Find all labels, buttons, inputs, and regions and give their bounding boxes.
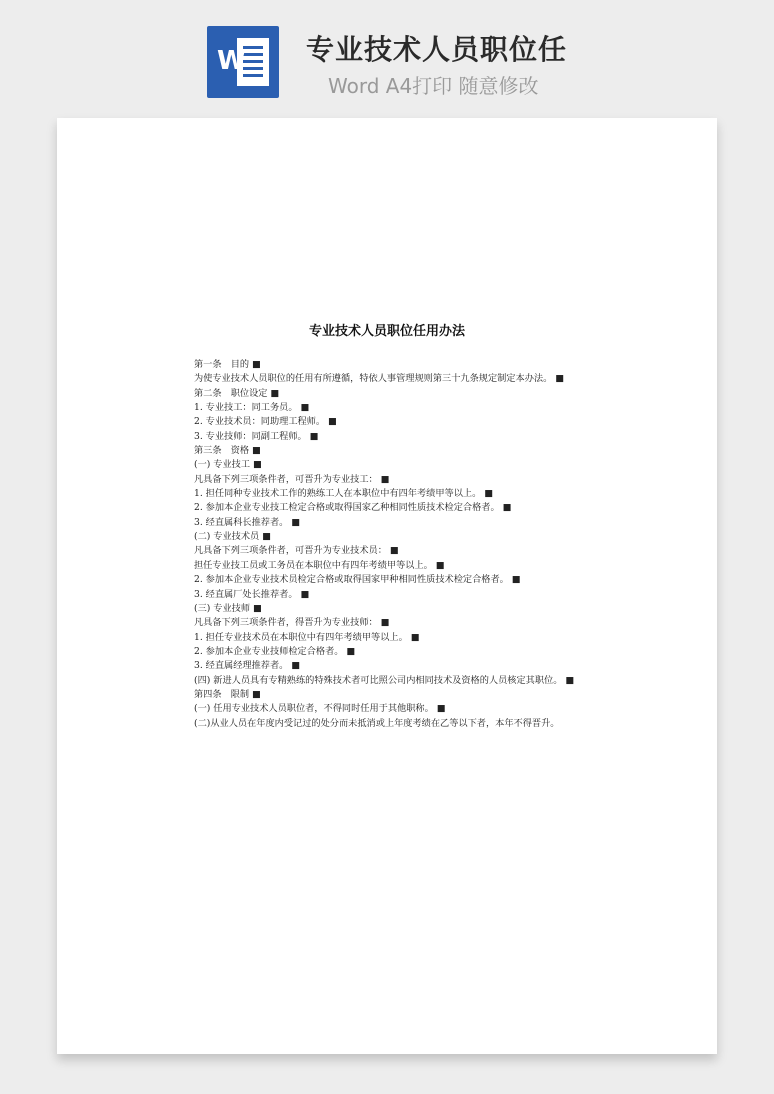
paragraph: 第四条 限制 ■ [194, 688, 261, 700]
paragraph: (三) 专业技师 ■ [194, 602, 262, 614]
paragraph: 2. 参加本企业专业技工检定合格或取得国家乙种相同性质技术检定合格者。 ■ [194, 502, 512, 514]
icon-line [243, 67, 263, 70]
word-app-icon [207, 26, 279, 98]
paragraph: (四) 新进人员具有专精熟练的特殊技术者可比照公司内相同技术及资格的人员核定其职位。 ■ [194, 674, 575, 686]
icon-line [243, 53, 263, 56]
paragraph: 3. 经直属厂处长推荐者。 ■ [194, 588, 310, 600]
icon-line [243, 46, 263, 49]
paragraph: 3. 专业技师：同副工程师。 ■ [194, 430, 319, 442]
icon-line [243, 74, 263, 77]
paragraph: 2. 专业技术员：同助理工程师。 ■ [194, 416, 337, 428]
paragraph: (二)从业人员在年度内受记过的处分而未抵消或上年度考绩在乙等以下者，本年不得晋升。 [194, 717, 560, 729]
paragraph: 担任专业技工员或工务员在本职位中有四年考绩甲等以上。 ■ [194, 559, 445, 571]
paragraph: 3. 经直属经理推荐者。 ■ [194, 660, 300, 672]
paragraph: 2. 参加本企业专业技术员检定合格或取得国家甲种相同性质技术检定合格者。 ■ [194, 574, 521, 586]
document-body [170, 358, 606, 731]
document-page [57, 118, 717, 1054]
paragraph: 为使专业技术人员职位的任用有所遵循，特依人事管理规则第三十九条规定制定本办法。 ■ [194, 373, 564, 385]
header-banner [0, 0, 774, 110]
paragraph: 第三条 资格 ■ [194, 445, 261, 457]
paragraph: (一) 任用专业技术人员职位者，不得同时任用于其他职称。 ■ [194, 703, 446, 715]
paragraph: 凡具备下列三项条件者，可晋升为专业技术员： ■ [194, 545, 399, 557]
paragraph: 1. 专业技工：同工务员。 ■ [194, 402, 310, 414]
paragraph: (一) 专业技工 ■ [194, 459, 262, 471]
page-title: 专业技术人员职位任 [306, 33, 568, 66]
paragraph: 凡具备下列三项条件者，得晋升为专业技师： ■ [194, 617, 390, 629]
paragraph: 1. 担任专业技术员在本职位中有四年考绩甲等以上。 ■ [194, 631, 420, 643]
logo-letter: W [217, 46, 246, 76]
paragraph: (二) 专业技术员 ■ [194, 531, 271, 543]
paragraph: 1. 担任同种专业技术工作的熟练工人在本职位中有四年考绩甲等以上。 ■ [194, 488, 493, 500]
document-title: 专业技术人员职位任用办法 [308, 324, 465, 339]
paragraph: 3. 经直属科长推荐者。 ■ [194, 516, 300, 528]
paragraph: 凡具备下列三项条件者，可晋升为专业技工： ■ [194, 473, 390, 485]
page-subtitle: Word A4打印 随意修改 [328, 74, 539, 98]
icon-line [243, 60, 263, 63]
paragraph: 第二条 职位设定 ■ [194, 387, 280, 399]
paragraph: 2. 参加本企业专业技师检定合格者。 ■ [194, 645, 356, 657]
paragraph: 第一条 目的 ■ [194, 359, 261, 370]
